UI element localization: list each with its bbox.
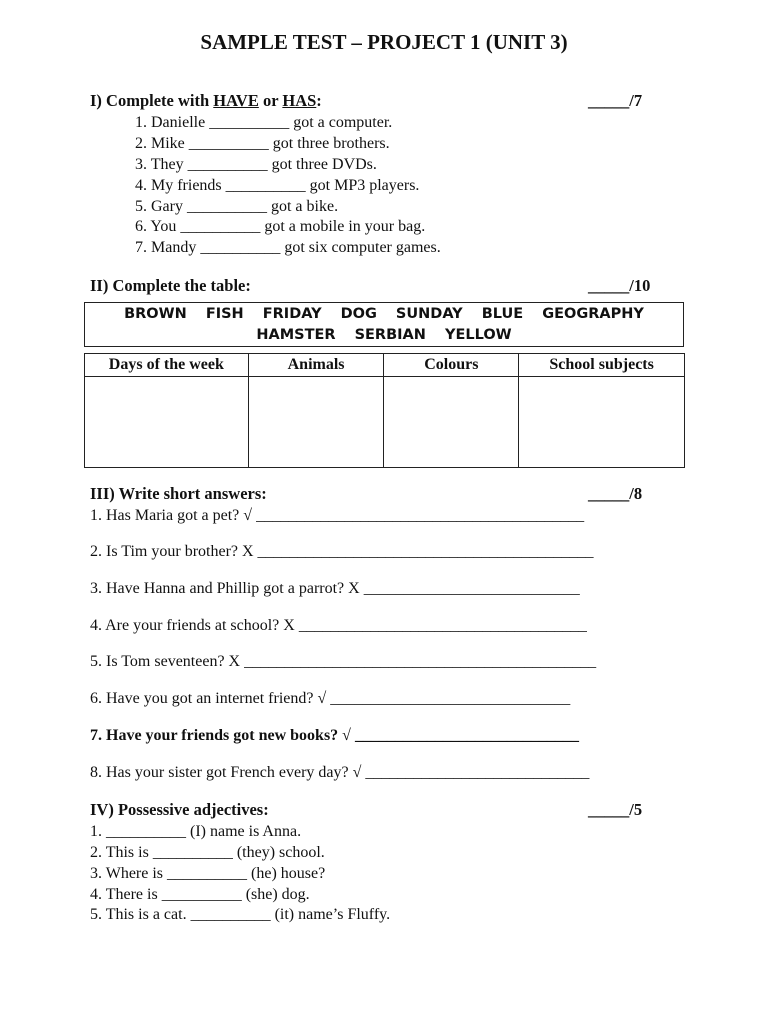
section-1-item: 7. Mandy __________ got six computer games. (135, 239, 441, 256)
possessive-item: 2. This is __________ (they) school. (90, 844, 325, 861)
section-4-score: _____/5 (588, 800, 643, 819)
short-answer-question: 3. Have Hanna and Phillip got a parrot? X ___________________________ (90, 580, 580, 597)
page-title: SAMPLE TEST – PROJECT 1 (UNIT 3) (200, 30, 568, 54)
section-1-have: HAVE (213, 91, 259, 110)
category-table (84, 353, 685, 468)
table-answer-row (85, 377, 685, 468)
section-1-item: 3. They __________ got three DVDs. (135, 156, 377, 173)
short-answer-question: 2. Is Tim your brother? X __________________________________________ (90, 543, 594, 560)
word-bank-line-2: HAMSTER SERBIAN YELLOW (256, 327, 512, 343)
possessive-item: 1. __________ (I) name is Anna. (90, 823, 302, 840)
section-1-item: 5. Gary __________ got a bike. (135, 198, 339, 215)
section-1-item: 6. You __________ got a mobile in your bag. (135, 218, 426, 235)
column-header-subjects: School subjects (519, 354, 685, 377)
possessive-item: 3. Where is __________ (he) house? (90, 865, 326, 882)
column-header-colours: Colours (384, 354, 519, 377)
possessive-item: 5. This is a cat. __________ (it) name’s Fluffy. (90, 906, 391, 923)
section-1-prefix: I) Complete with (90, 91, 214, 110)
possessive-item: 4. There is __________ (she) dog. (90, 886, 310, 903)
section-3-score: _____/8 (588, 484, 643, 503)
section-2-score: _____/10 (588, 276, 651, 295)
short-answer-question: 8. Has your sister got French every day? √ ____________________________ (90, 764, 590, 781)
section-1-has: HAS (282, 91, 317, 110)
section-1-item: 4. My friends __________ got MP3 players. (135, 177, 420, 194)
section-1-item: 2. Mike __________ got three brothers. (135, 135, 390, 152)
short-answer-question: 5. Is Tom seventeen? X ____________________________________________ (90, 653, 597, 670)
section-1-colon: : (316, 91, 322, 110)
word-bank-box (84, 302, 684, 347)
section-1-or: or (258, 91, 283, 110)
answer-cell-days[interactable] (85, 377, 249, 468)
short-answer-question: 6. Have you got an internet friend? √ ______________________________ (90, 690, 571, 707)
answer-cell-animals[interactable] (248, 377, 384, 468)
column-header-days: Days of the week (85, 354, 249, 377)
section-1-score: _____/7 (588, 91, 643, 110)
section-1-item: 1. Danielle __________ got a computer. (135, 114, 393, 131)
section-1-heading (90, 91, 322, 111)
word-bank-line-1: BROWN FISH FRIDAY DOG SUNDAY BLUE GEOGRAPHY (124, 306, 644, 322)
section-3-heading: III) Write short answers: (90, 484, 267, 503)
short-answer-question: 1. Has Maria got a pet? √ _________________________________________ (90, 507, 585, 524)
section-4-heading: IV) Possessive adjectives: (90, 800, 269, 819)
answer-cell-subjects[interactable] (519, 377, 685, 468)
short-answer-question: 7. Have your friends got new books? √ ____________________________ (90, 727, 579, 744)
answer-cell-colours[interactable] (384, 377, 519, 468)
section-2-heading: II) Complete the table: (90, 276, 251, 295)
column-header-animals: Animals (248, 354, 384, 377)
table-header-row (85, 354, 685, 377)
short-answer-question: 4. Are your friends at school? X ____________________________________ (90, 617, 587, 634)
